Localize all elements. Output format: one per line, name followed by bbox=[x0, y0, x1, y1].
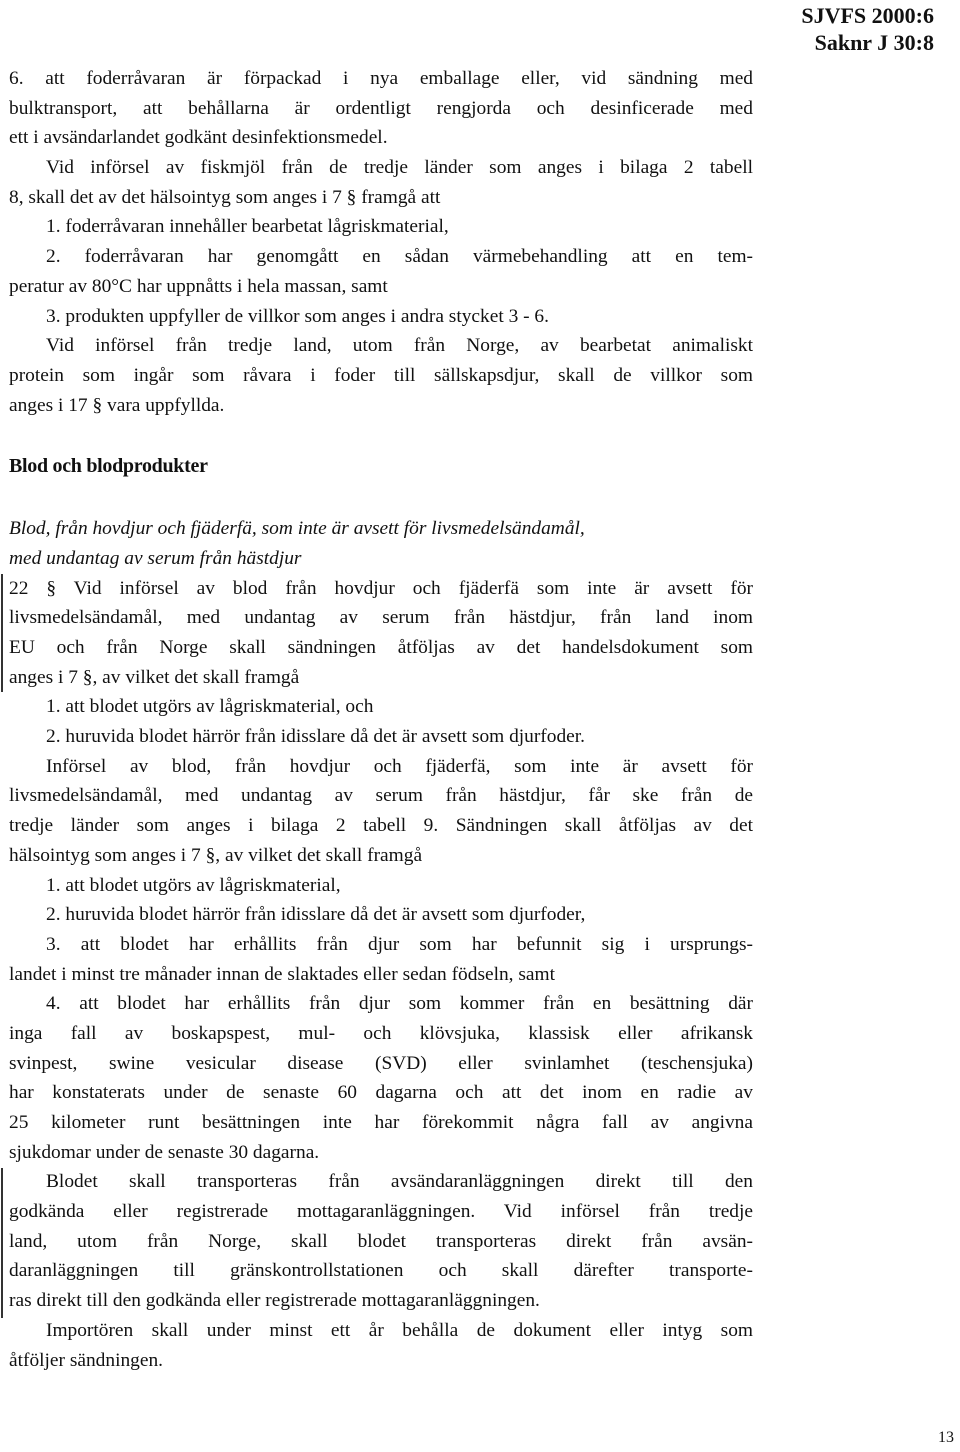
document-body bbox=[9, 64, 753, 1375]
list-item: 1. att blodet utgörs av lågriskmaterial, och bbox=[46, 696, 374, 718]
paragraph-22-line: 22 § Vid införsel av blod från hovdjur och fjäderfä som inte är avsett för bbox=[9, 577, 753, 599]
text-line: har konstaterats under de senaste 60 dagarna och att det inom en radie av bbox=[9, 1082, 753, 1104]
text-line: 25 kilometer runt besättningen inte har förekommit några fall av angivna bbox=[9, 1112, 753, 1133]
text-line: 6. att foderråvaran är förpackad i nya emballage eller, vid sändning med bbox=[9, 68, 753, 89]
text-line: livsmedelsändamål, med undantag av serum från hästdjur, från land inom bbox=[9, 607, 753, 629]
text-line: peratur av 80°C har uppnåtts i hela massan, samt bbox=[9, 275, 388, 297]
text-line: livsmedelsändamål, med undantag av serum från hästdjur, får ske från de bbox=[9, 785, 753, 807]
text-line: tredje länder som anges i bilaga 2 tabell 9. Sändningen skall åtföljas av det bbox=[9, 815, 753, 837]
list-item: 3. produkten uppfyller de villkor som anges i andra stycket 3 - 6. bbox=[46, 305, 549, 327]
text-line: godkända eller registrerade mottagaranläggningen. Vid införsel från tredje bbox=[9, 1201, 753, 1223]
reference-saknr: Saknr J 30:8 bbox=[814, 30, 934, 55]
text-line: ett i avsändarlandet godkänt desinfektionsmedel. bbox=[9, 127, 388, 149]
text-line: anges i 7 §, av vilket det skall framgå bbox=[9, 666, 300, 688]
text-line: ras direkt till den godkända eller registrerade mottagaranläggningen. bbox=[9, 1290, 540, 1312]
text-line: hälsointyg som anges i 7 §, av vilket det skall framgå bbox=[9, 844, 423, 866]
text-line: sjukdomar under de senaste 30 dagarna. bbox=[9, 1141, 320, 1163]
subheading-line: med undantag av serum från hästdjur bbox=[9, 547, 302, 569]
text-line: Importören skall under minst ett år behålla de dokument eller intyg som bbox=[46, 1319, 753, 1341]
document-reference bbox=[734, 2, 934, 56]
text-line: inga fall av boskapspest, mul- och klövsjuka, klassisk eller afrikansk bbox=[9, 1022, 753, 1044]
section-heading: Blod och blodprodukter bbox=[9, 455, 208, 478]
list-item: 2. huruvida blodet härrör från idisslare då det är avsett som djurfoder, bbox=[46, 904, 586, 926]
text-line: svinpest, swine vesicular disease (SVD) eller svinlamhet (teschensjuka) bbox=[9, 1052, 753, 1074]
text-line: Vid införsel av fiskmjöl från de tredje länder som anges i bilaga 2 tabell bbox=[46, 157, 753, 179]
text-line: protein som ingår som råvara i foder till sällskapsdjur, skall de villkor som bbox=[9, 364, 753, 386]
text-line: anges i 17 § vara uppfyllda. bbox=[9, 394, 225, 416]
page-number: 13 bbox=[938, 1429, 954, 1446]
list-item: 2. huruvida blodet härrör från idisslare då det är avsett som djurfoder. bbox=[46, 726, 585, 748]
text-line: Vid införsel från tredje land, utom från Norge, av bearbetat animaliskt bbox=[46, 335, 753, 357]
list-item: 1. foderråvaran innehåller bearbetat lågriskmaterial, bbox=[46, 216, 449, 238]
text-line: Införsel av blod, från hovdjur och fjäderfä, som inte är avsett för bbox=[46, 755, 753, 777]
text-line: Blodet skall transporteras från avsändaranläggningen direkt till den bbox=[46, 1171, 753, 1193]
text-line: åtföljer sändningen. bbox=[9, 1349, 163, 1371]
list-item: 2. foderråvaran har genomgått en sådan värmebehandling att en tem- bbox=[46, 246, 753, 268]
text-line: EU och från Norge skall sändningen åtföljas av det handelsdokument som bbox=[9, 637, 753, 658]
list-item: 4. att blodet har erhållits från djur som kommer från en besättning där bbox=[46, 993, 753, 1015]
text-line: landet i minst tre månader innan de slaktades eller sedan födseln, samt bbox=[9, 963, 555, 985]
change-bar bbox=[1, 574, 3, 692]
text-line: bulktransport, att behållarna är ordentligt rengjorda och desinficerade med bbox=[9, 97, 753, 119]
text-line: daranläggningen till gränskontrollstationen och skall därefter transporte- bbox=[9, 1260, 753, 1282]
text-line: 8, skall det av det hälsointyg som anges i 7 § framgå att bbox=[9, 186, 441, 208]
change-bar bbox=[1, 1168, 3, 1318]
reference-sjvfs: SJVFS 2000:6 bbox=[801, 3, 934, 28]
list-item: 3. att blodet har erhållits från djur som har befunnit sig i ursprungs- bbox=[46, 933, 753, 955]
subheading-line: Blod, från hovdjur och fjäderfä, som inte är avsett för livsmedelsändamål, bbox=[9, 518, 585, 540]
list-item: 1. att blodet utgörs av lågriskmaterial, bbox=[46, 874, 341, 896]
text-line: land, utom från Norge, skall blodet transporteras direkt från avsän- bbox=[9, 1230, 753, 1252]
